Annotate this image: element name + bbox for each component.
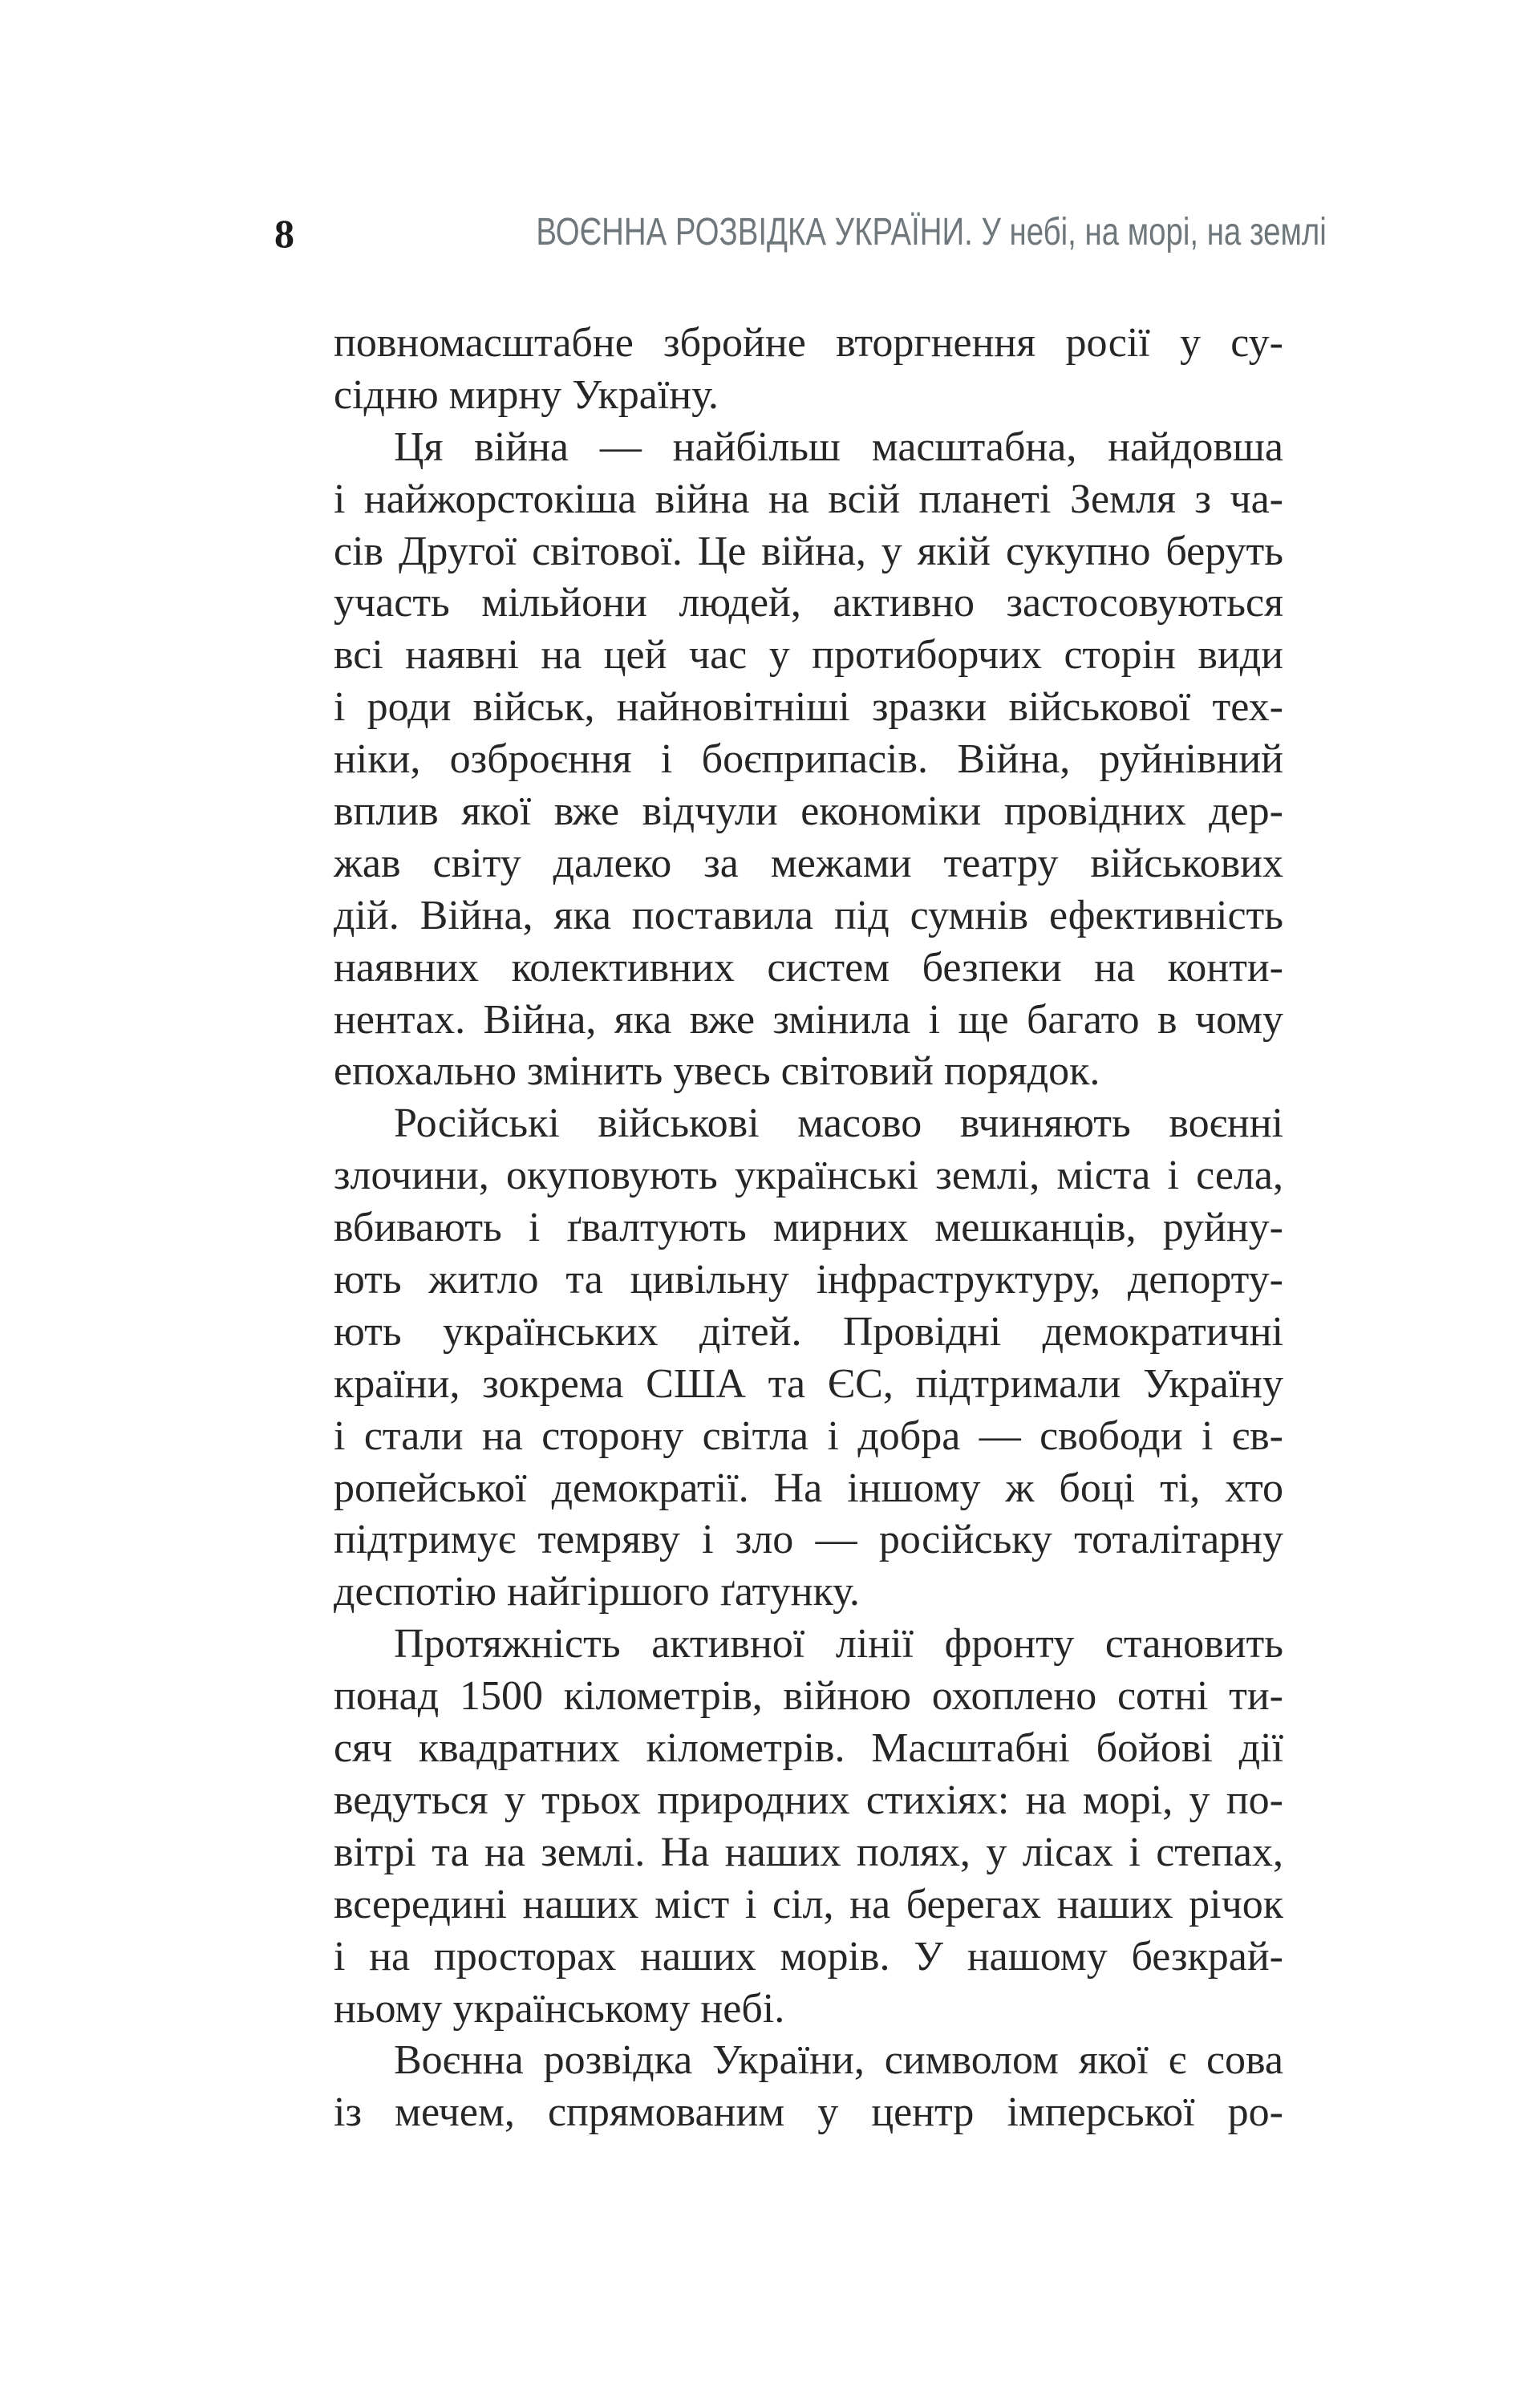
text-line: і на просторах наших морів. У нашому безкрай-	[334, 1933, 1283, 1980]
text-line: і стали на сторону світла і добра — свободи і єв-	[334, 1412, 1283, 1459]
text-line: сів Другої світової. Це війна, у якій сукупно беруть	[334, 528, 1283, 574]
text-line: ніки, озброєння і боєприпасів. Війна, руйнівний	[334, 736, 1283, 783]
text-line: ведуться у трьох природних стихіях: на морі, у по-	[334, 1777, 1283, 1823]
text-line: повномасштабне збройне вторгнення росії у су-	[334, 320, 1283, 366]
text-line: і найжорстокіша війна на всій планеті Земля з ча-	[334, 476, 1283, 522]
text-line: злочини, окуповують українські землі, міста і села,	[334, 1153, 1283, 1199]
text-line: участь мільйони людей, активно застосовуються	[334, 580, 1283, 626]
text-line: сяч квадратних кілометрів. Масштабні бойові дії	[334, 1725, 1283, 1772]
text-line: Протяжність активної лінії фронту становить	[394, 1621, 1283, 1668]
text-line: і роди військ, найновітніші зразки військової тех-	[334, 684, 1283, 731]
text-line: Воєнна розвідка України, символом якої є сова	[394, 2037, 1283, 2084]
body-text	[334, 318, 1283, 2139]
text-line: вплив якої вже відчули економіки провідних дер-	[334, 788, 1283, 835]
page-number: 8	[274, 211, 294, 256]
text-line: деспотію найгіршого ґатунку.	[334, 1569, 860, 1615]
text-line: підтримує темряву і зло — російську тоталітарну	[334, 1517, 1283, 1563]
running-title: ВОЄННА РОЗВІДКА УКРАЇНИ. У небі, на морі, на землі	[536, 211, 1327, 253]
text-line: вітрі та на землі. На наших полях, у лісах і степах,	[334, 1829, 1283, 1875]
text-line: всередині наших міст і сіл, на берегах наших річок	[334, 1881, 1283, 1927]
text-line: понад 1500 кілометрів, війною охоплено сотні ти-	[334, 1673, 1283, 1720]
text-line: епохально змінить увесь світовий порядок.	[334, 1048, 1100, 1095]
text-line: нентах. Війна, яка вже змінила і ще багато в чому	[334, 996, 1283, 1043]
text-line: всі наявні на цей час у протиборчих сторін види	[334, 632, 1283, 679]
text-line: Ця війна — найбільш масштабна, найдовша	[394, 423, 1283, 470]
text-line: вбивають і ґвалтують мирних мешканців, руйну-	[334, 1205, 1283, 1251]
text-line: ньому українському небі.	[334, 1985, 785, 2032]
text-line: ють житло та цивільну інфраструктуру, депорту-	[334, 1257, 1283, 1303]
text-line: ропейської демократії. На іншому ж боці ті, хто	[334, 1465, 1283, 1511]
text-line: країни, зокрема США та ЄС, підтримали Україну	[334, 1360, 1283, 1407]
text-line: із мечем, спрямованим у центр імперської ро-	[334, 2089, 1283, 2136]
text-line: дій. Війна, яка поставила під сумнів ефективність	[334, 892, 1283, 938]
text-line: жав світу далеко за межами театру військових	[334, 840, 1283, 886]
text-line: Російські військові масово вчиняють воєнні	[394, 1100, 1283, 1147]
text-line: ють українських дітей. Провідні демократичні	[334, 1308, 1283, 1355]
text-line: сідню мирну Україну.	[334, 371, 719, 418]
text-line: наявних колективних систем безпеки на конти-	[334, 944, 1283, 991]
